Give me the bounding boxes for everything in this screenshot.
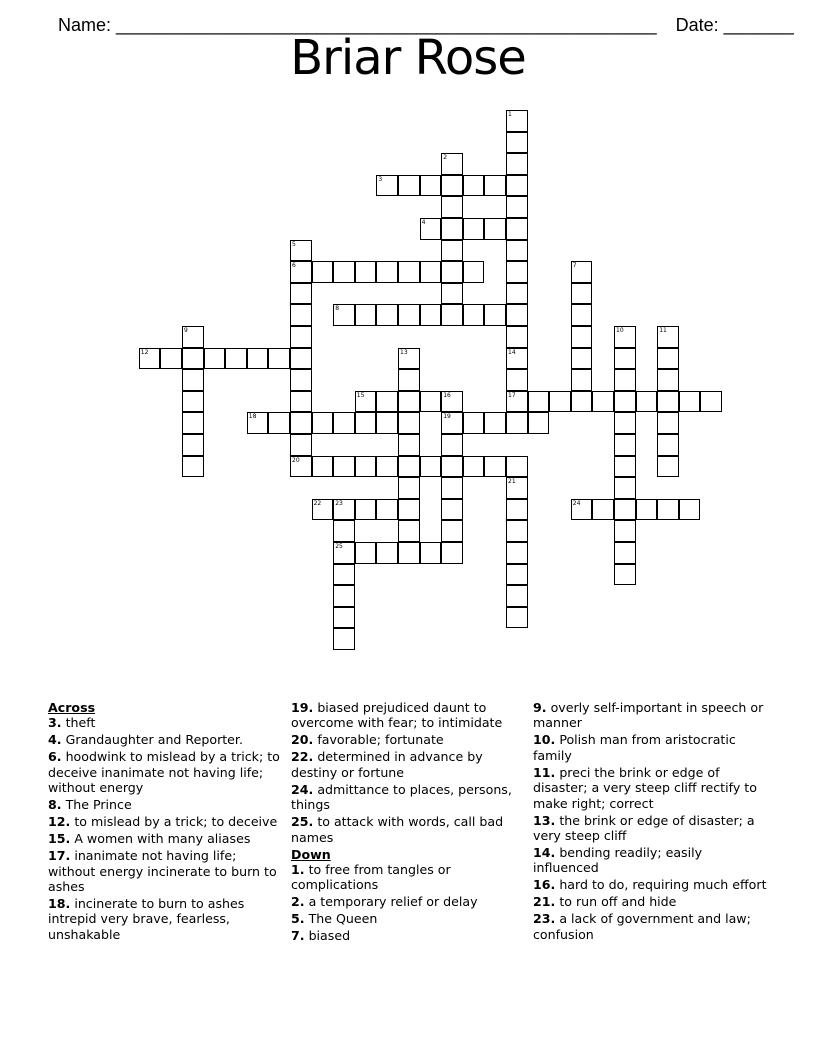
grid-cell[interactable] [679, 391, 701, 413]
across-clue [291, 732, 527, 747]
clue-number: 24 [572, 499, 581, 507]
clue-number: 19 [443, 413, 451, 421]
grid-cell[interactable] [657, 456, 679, 478]
grid-cell[interactable] [376, 412, 398, 434]
grid-cell[interactable] [506, 153, 528, 175]
clue-number: 20 [292, 456, 300, 464]
clue-number-label: 4. [48, 732, 62, 748]
grid-cell[interactable] [398, 304, 420, 326]
grid-cell[interactable] [614, 542, 636, 564]
clue-number-label: 10. [533, 732, 556, 748]
grid-cell[interactable] [528, 391, 550, 413]
name-field-label[interactable]: Name: ______________________________________________________ [58, 15, 657, 35]
grid-cell[interactable] [700, 391, 722, 413]
grid-cell[interactable] [636, 499, 658, 521]
clue-text: A women with many aliases [70, 831, 251, 847]
down-clue [533, 845, 769, 876]
grid-cell[interactable] [420, 175, 442, 197]
grid-cell[interactable] [441, 477, 463, 499]
grid-cell[interactable] [614, 348, 636, 370]
grid-cell[interactable] [420, 456, 442, 478]
grid-cell[interactable] [614, 369, 636, 391]
grid-cell[interactable] [420, 218, 442, 240]
across-clue [291, 782, 527, 813]
grid-cell[interactable] [376, 499, 398, 521]
grid-cell[interactable] [398, 261, 420, 283]
across-heading: Across [48, 700, 96, 715]
clue-number-label: 20. [291, 732, 314, 748]
clue-number: 13 [400, 348, 408, 356]
clue-text: to run off and hide [555, 894, 677, 910]
clue-number: 11 [659, 327, 667, 334]
clue-number: 9 [184, 327, 188, 334]
grid-cell[interactable] [333, 628, 355, 650]
grid-cell[interactable] [441, 261, 463, 283]
across-clue [48, 797, 284, 812]
grid-cell[interactable] [204, 348, 226, 370]
down-clue [533, 732, 769, 763]
grid-cell[interactable] [657, 412, 679, 434]
grid-cell[interactable] [484, 412, 506, 434]
grid-cell[interactable] [506, 585, 528, 607]
grid-cell[interactable] [484, 218, 506, 240]
clue-text: bending readily; easily influenced [533, 845, 703, 876]
clue-text: Grandaughter and Reporter. [61, 732, 243, 748]
clue-number-label: 23. [533, 911, 556, 927]
grid-cell[interactable] [441, 283, 463, 305]
grid-cell[interactable] [398, 456, 420, 478]
clue-number: 17 [508, 391, 516, 399]
grid-cell[interactable] [614, 477, 636, 499]
clue-number: 3 [378, 175, 383, 183]
grid-cell[interactable] [333, 520, 355, 542]
grid-cell[interactable] [398, 391, 420, 413]
grid-cell[interactable] [441, 391, 463, 413]
clue-number: 22 [313, 499, 322, 507]
grid-cell[interactable] [182, 326, 204, 348]
clue-number: 12 [140, 348, 149, 356]
clue-number: 10 [616, 327, 624, 334]
grid-cell[interactable] [484, 456, 506, 478]
grid-cell[interactable] [571, 326, 593, 348]
grid-cell[interactable] [506, 542, 528, 564]
clue-number-label: 16. [533, 877, 556, 893]
clue-number-label: 15. [48, 831, 71, 847]
grid-cell[interactable] [463, 261, 485, 283]
clue-number-label: 6. [48, 749, 62, 765]
clue-number: 1 [508, 111, 512, 118]
across-clue [48, 749, 284, 795]
clue-number: 4 [421, 219, 426, 226]
grid-cell[interactable] [506, 391, 528, 413]
grid-cell[interactable] [463, 218, 485, 240]
grid-cell[interactable] [614, 391, 636, 413]
across-clue [291, 814, 527, 845]
grid-cell[interactable] [636, 391, 658, 413]
grid-cell[interactable] [571, 499, 593, 521]
grid-cell[interactable] [398, 520, 420, 542]
clue-number: 5 [292, 240, 296, 248]
down-clue [533, 894, 769, 909]
clue-number-label: 14. [533, 845, 556, 861]
across-clue [48, 732, 284, 747]
grid-cell[interactable] [528, 412, 550, 434]
clue-text: inanimate not having life; without energy incinerate to burn to ashes [48, 848, 277, 895]
grid-cell[interactable] [420, 261, 442, 283]
clue-text: biased prejudiced daunt to overcome with fear; to intimidate [291, 700, 503, 731]
grid-cell[interactable] [463, 304, 485, 326]
grid-cell[interactable] [506, 348, 528, 370]
grid-cell[interactable] [441, 412, 463, 434]
grid-cell[interactable] [333, 304, 355, 326]
down-clue [291, 894, 527, 909]
grid-cell[interactable] [355, 412, 377, 434]
grid-cell[interactable] [290, 391, 312, 413]
grid-cell[interactable] [376, 542, 398, 564]
clue-text: incinerate to burn to ashes intrepid very brave, fearless, unshakable [48, 896, 245, 942]
grid-cell[interactable] [506, 175, 528, 197]
grid-cell[interactable] [614, 564, 636, 586]
grid-cell[interactable] [571, 391, 593, 413]
clue-text: to mislead by a trick; to deceive [70, 814, 278, 830]
grid-cell[interactable] [312, 412, 334, 434]
grid-cell[interactable] [657, 348, 679, 370]
grid-cell[interactable] [139, 348, 161, 370]
down-clue-list-continued [533, 700, 769, 942]
grid-cell[interactable] [182, 412, 204, 434]
down-clue [533, 813, 769, 844]
grid-cell[interactable] [268, 348, 290, 370]
grid-cell[interactable] [398, 175, 420, 197]
grid-cell[interactable] [290, 456, 312, 478]
clue-number-label: 13. [533, 812, 556, 828]
grid-cell[interactable] [290, 261, 312, 283]
grid-cell[interactable] [398, 434, 420, 456]
grid-cell[interactable] [290, 434, 312, 456]
clue-number-label: 9. [533, 700, 547, 715]
clue-number: 15 [356, 391, 365, 399]
clue-text: The Queen [304, 911, 378, 927]
grid-cell[interactable] [571, 348, 593, 370]
clue-number: 2 [443, 154, 448, 162]
puzzle-title: Briar Rose [290, 30, 526, 86]
grid-cell[interactable] [247, 412, 269, 434]
clue-number-label: 18. [48, 896, 71, 912]
grid-cell[interactable] [376, 391, 398, 413]
clue-text: admittance to places, persons, things [291, 781, 512, 813]
grid-cell[interactable] [506, 477, 528, 499]
grid-cell[interactable] [441, 218, 463, 240]
grid-cell[interactable] [225, 348, 247, 370]
clues-column-2 [291, 700, 527, 945]
grid-cell[interactable] [506, 564, 528, 586]
grid-cell[interactable] [182, 348, 204, 370]
grid-cell[interactable] [592, 391, 614, 413]
grid-cell[interactable] [506, 196, 528, 218]
grid-cell[interactable] [506, 261, 528, 283]
grid-cell[interactable] [333, 585, 355, 607]
down-clue [291, 911, 527, 926]
grid-cell[interactable] [376, 456, 398, 478]
down-heading: Down [291, 846, 331, 862]
grid-cell[interactable] [592, 499, 614, 521]
clue-number-label: 11. [533, 764, 556, 780]
grid-cell[interactable] [182, 434, 204, 456]
grid-cell[interactable] [247, 348, 269, 370]
grid-cell[interactable] [376, 304, 398, 326]
clue-number-label: 8. [48, 797, 62, 813]
clue-text: theft [61, 715, 96, 731]
clue-text: a lack of government and law; confusion [533, 911, 751, 942]
clue-number: 14 [508, 348, 516, 356]
grid-cell[interactable] [549, 391, 571, 413]
down-clue [533, 765, 769, 811]
clue-text: Polish man from aristocratic family [533, 732, 736, 763]
grid-cell[interactable] [290, 326, 312, 348]
clue-text: The Prince [61, 797, 132, 813]
grid-cell[interactable] [333, 499, 355, 521]
across-clue [48, 896, 284, 942]
grid-cell[interactable] [333, 564, 355, 586]
grid-cell[interactable] [484, 175, 506, 197]
clue-number: 16 [443, 391, 451, 399]
grid-cell[interactable] [290, 304, 312, 326]
grid-cell[interactable] [506, 499, 528, 521]
grid-cell[interactable] [441, 434, 463, 456]
date-field-label[interactable]: Date: _______ [675, 15, 794, 35]
grid-cell[interactable] [420, 304, 442, 326]
across-clue [48, 831, 284, 846]
grid-cell[interactable] [614, 434, 636, 456]
grid-cell[interactable] [571, 261, 593, 283]
clue-text: hoodwink to mislead by a trick; to deceive inanimate not having life; without energy [48, 749, 280, 796]
grid-cell[interactable] [398, 542, 420, 564]
clues-column-1 [48, 700, 284, 944]
clue-number-label: 24. [291, 781, 314, 797]
grid-cell[interactable] [355, 304, 377, 326]
grid-cell[interactable] [657, 434, 679, 456]
across-clue [48, 814, 284, 829]
grid-cell[interactable] [290, 412, 312, 434]
grid-cell[interactable] [506, 369, 528, 391]
grid-cell[interactable] [333, 456, 355, 478]
grid-cell[interactable] [614, 412, 636, 434]
grid-cell[interactable] [657, 369, 679, 391]
grid-cell[interactable] [506, 456, 528, 478]
down-clue [291, 928, 527, 943]
grid-cell[interactable] [333, 542, 355, 564]
grid-cell[interactable] [506, 304, 528, 326]
across-clue [48, 848, 284, 894]
clue-text: overly self-important in speech or manner [533, 700, 764, 731]
clue-number-label: 12. [48, 814, 71, 830]
grid-cell[interactable] [463, 412, 485, 434]
clue-number-label: 5. [291, 911, 305, 927]
grid-cell[interactable] [441, 175, 463, 197]
grid-cell[interactable] [614, 520, 636, 542]
clue-number: 8 [335, 305, 340, 313]
grid-cell[interactable] [182, 456, 204, 478]
clue-number-label: 19. [291, 700, 314, 715]
grid-cell[interactable] [441, 456, 463, 478]
grid-cell[interactable] [614, 326, 636, 348]
down-clue-list [291, 862, 527, 944]
grid-cell[interactable] [441, 196, 463, 218]
grid-cell[interactable] [355, 499, 377, 521]
grid-cell[interactable] [268, 412, 290, 434]
grid-cell[interactable] [463, 456, 485, 478]
across-clue [48, 715, 284, 730]
grid-cell[interactable] [463, 175, 485, 197]
grid-cell[interactable] [333, 412, 355, 434]
clue-number: 25 [335, 543, 343, 550]
clue-number-label: 3. [48, 715, 62, 731]
down-clue [533, 700, 769, 731]
grid-cell[interactable] [506, 326, 528, 348]
clue-number-label: 1. [291, 862, 305, 878]
grid-cell[interactable] [355, 542, 377, 564]
clue-number-label: 17. [48, 848, 71, 864]
clue-number-label: 22. [291, 749, 314, 765]
grid-cell[interactable] [355, 391, 377, 413]
clue-text: a temporary relief or delay [304, 894, 478, 910]
grid-cell[interactable] [355, 261, 377, 283]
grid-cell[interactable] [290, 348, 312, 370]
grid-cell[interactable] [506, 110, 528, 132]
grid-cell[interactable] [614, 456, 636, 478]
grid-cell[interactable] [657, 391, 679, 413]
grid-cell[interactable] [420, 391, 442, 413]
down-clue [533, 911, 769, 942]
grid-cell[interactable] [398, 348, 420, 370]
clue-text: favorable; fortunate [313, 732, 444, 748]
grid-cell[interactable] [506, 218, 528, 240]
grid-cell[interactable] [679, 499, 701, 521]
grid-cell[interactable] [182, 369, 204, 391]
grid-cell[interactable] [441, 304, 463, 326]
across-clue-list [48, 715, 284, 942]
clue-text: preci the brink or edge of disaster; a very steep cliff rectify to make right; correct [533, 764, 757, 811]
clues-column-3 [533, 700, 769, 944]
grid-cell[interactable] [398, 477, 420, 499]
grid-cell[interactable] [441, 520, 463, 542]
clue-number: 18 [248, 413, 257, 421]
grid-cell[interactable] [657, 326, 679, 348]
grid-cell[interactable] [614, 499, 636, 521]
grid-cell[interactable] [312, 456, 334, 478]
grid-cell[interactable] [376, 175, 398, 197]
grid-cell[interactable] [290, 240, 312, 262]
clue-number-label: 25. [291, 814, 314, 830]
grid-cell[interactable] [420, 542, 442, 564]
clue-text: to attack with words, call bad names [291, 814, 504, 845]
clue-number: 23 [335, 499, 343, 507]
across-clue-list-continued [291, 700, 527, 845]
clue-number: 6 [292, 262, 296, 270]
grid-cell[interactable] [290, 369, 312, 391]
clue-text: the brink or edge of disaster; a very steep cliff [533, 812, 755, 844]
down-clue [533, 877, 769, 892]
clue-number: 7 [572, 262, 577, 270]
clue-text: determined in advance by destiny or fortune [291, 749, 483, 780]
grid-cell[interactable] [571, 369, 593, 391]
grid-cell[interactable] [355, 456, 377, 478]
grid-cell[interactable] [441, 153, 463, 175]
grid-cell[interactable] [441, 240, 463, 262]
grid-cell[interactable] [506, 520, 528, 542]
grid-cell[interactable] [333, 607, 355, 629]
grid-cell[interactable] [290, 283, 312, 305]
grid-cell[interactable] [506, 607, 528, 629]
grid-cell[interactable] [571, 283, 593, 305]
grid-cell[interactable] [182, 391, 204, 413]
clue-number-label: 21. [533, 894, 556, 910]
grid-cell[interactable] [484, 304, 506, 326]
grid-cell[interactable] [506, 240, 528, 262]
grid-cell[interactable] [398, 499, 420, 521]
grid-cell[interactable] [312, 261, 334, 283]
grid-cell[interactable] [506, 132, 528, 154]
clue-number: 21 [508, 478, 516, 486]
grid-cell[interactable] [506, 412, 528, 434]
down-clue [291, 862, 527, 893]
clue-text: to free from tangles or complications [291, 862, 451, 893]
grid-cell[interactable] [571, 304, 593, 326]
clue-text: biased [304, 928, 351, 944]
grid-cell[interactable] [398, 369, 420, 391]
grid-cell[interactable] [441, 542, 463, 564]
grid-cell[interactable] [398, 412, 420, 434]
clue-text: hard to do, requiring much effort [555, 877, 767, 893]
grid-cell[interactable] [441, 499, 463, 521]
across-clue [291, 700, 527, 731]
grid-cell[interactable] [333, 261, 355, 283]
grid-cell[interactable] [506, 283, 528, 305]
grid-cell[interactable] [657, 499, 679, 521]
clue-number-label: 7. [291, 928, 305, 944]
grid-cell[interactable] [376, 261, 398, 283]
grid-cell[interactable] [312, 499, 334, 521]
clue-number-label: 2. [291, 894, 305, 910]
across-clue [291, 749, 527, 780]
grid-cell[interactable] [160, 348, 182, 370]
